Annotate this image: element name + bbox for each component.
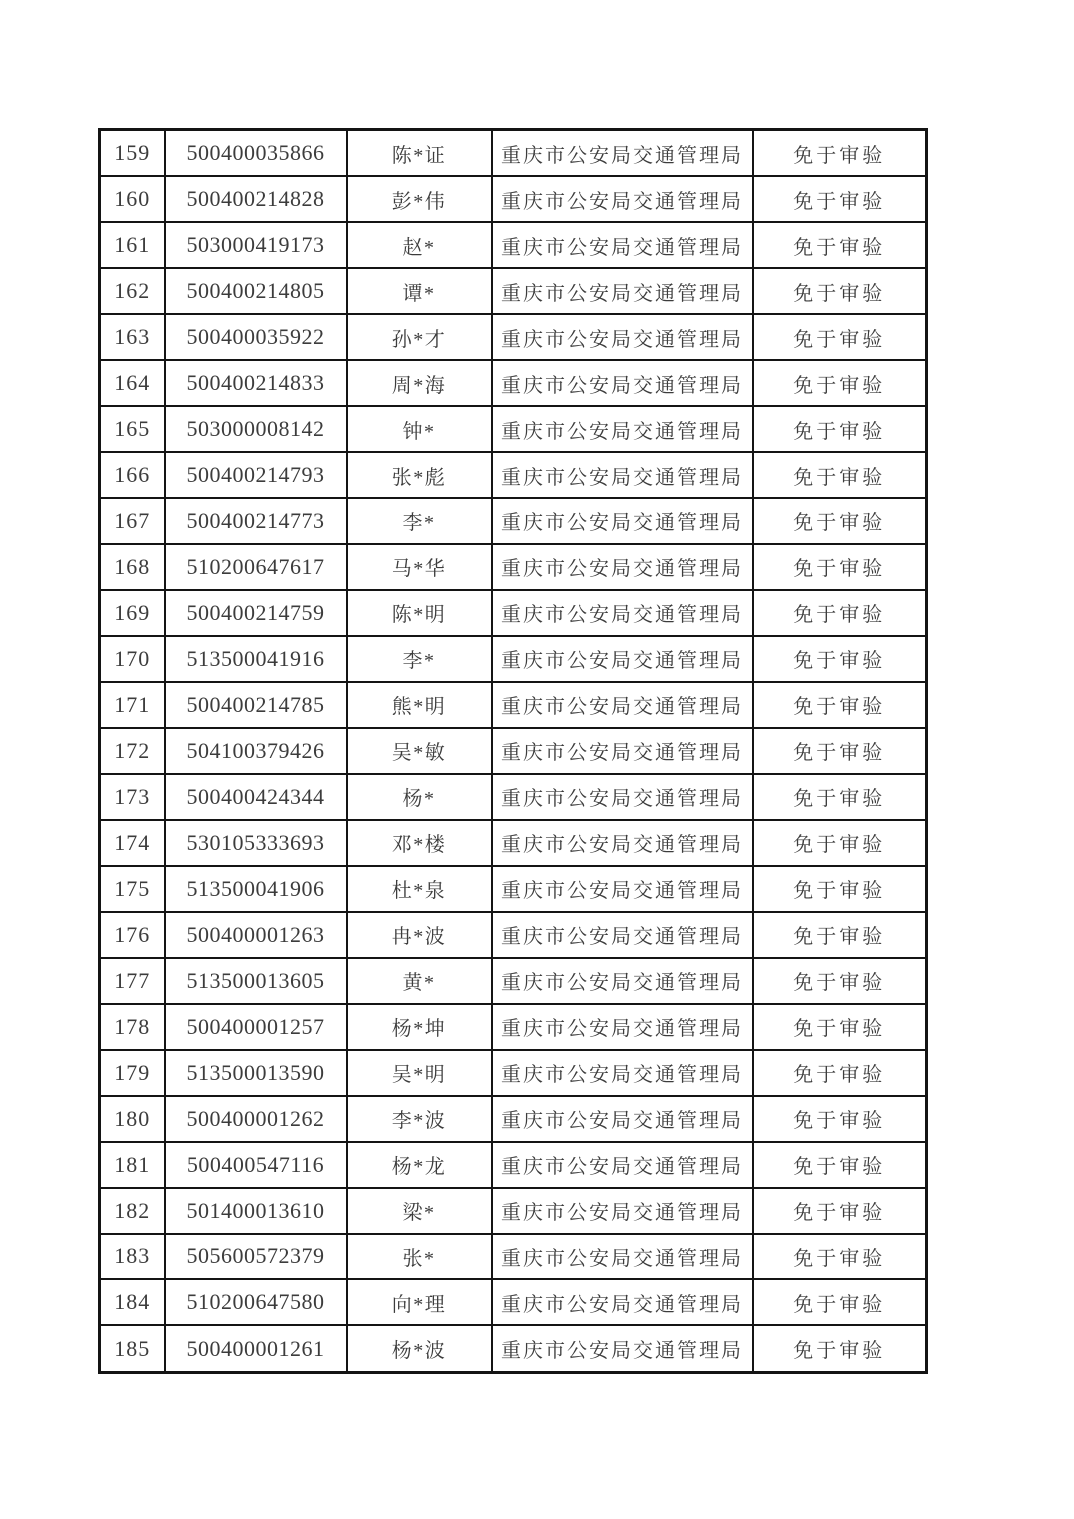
- person-name-cell: 李*: [347, 636, 492, 682]
- issuing-authority-cell: 重庆市公安局交通管理局: [492, 820, 753, 866]
- table-row: [100, 682, 927, 728]
- review-status-cell: 免于审验: [753, 314, 927, 360]
- record-id-cell: 500400001261: [165, 1325, 347, 1372]
- review-status-cell: 免于审验: [753, 1096, 927, 1142]
- table-row: [100, 176, 927, 222]
- table-row: [100, 1325, 927, 1372]
- table-row: [100, 498, 927, 544]
- person-name-cell: 谭*: [347, 268, 492, 314]
- issuing-authority-cell: 重庆市公安局交通管理局: [492, 222, 753, 268]
- person-name-cell: 周*海: [347, 360, 492, 406]
- row-number-cell: 171: [100, 682, 165, 728]
- review-status-cell: 免于审验: [753, 1325, 927, 1372]
- row-number-cell: 161: [100, 222, 165, 268]
- person-name-cell: 张*: [347, 1234, 492, 1280]
- person-name-cell: 陈*证: [347, 130, 492, 177]
- issuing-authority-cell: 重庆市公安局交通管理局: [492, 1234, 753, 1280]
- table-row: [100, 130, 927, 177]
- table-row: [100, 222, 927, 268]
- table-row: [100, 958, 927, 1004]
- record-id-cell: 504100379426: [165, 728, 347, 774]
- record-id-cell: 500400035922: [165, 314, 347, 360]
- row-number-cell: 170: [100, 636, 165, 682]
- row-number-cell: 182: [100, 1188, 165, 1234]
- issuing-authority-cell: 重庆市公安局交通管理局: [492, 314, 753, 360]
- review-status-cell: 免于审验: [753, 820, 927, 866]
- record-id-cell: 500400001262: [165, 1096, 347, 1142]
- review-status-cell: 免于审验: [753, 1142, 927, 1188]
- person-name-cell: 陈*明: [347, 590, 492, 636]
- row-number-cell: 181: [100, 1142, 165, 1188]
- review-status-cell: 免于审验: [753, 452, 927, 498]
- issuing-authority-cell: 重庆市公安局交通管理局: [492, 590, 753, 636]
- record-id-cell: 513500041916: [165, 636, 347, 682]
- review-status-cell: 免于审验: [753, 176, 927, 222]
- record-id-cell: 500400547116: [165, 1142, 347, 1188]
- review-status-cell: 免于审验: [753, 1004, 927, 1050]
- table-row: [100, 1279, 927, 1325]
- issuing-authority-cell: 重庆市公安局交通管理局: [492, 912, 753, 958]
- issuing-authority-cell: 重庆市公安局交通管理局: [492, 544, 753, 590]
- record-id-cell: 500400035866: [165, 130, 347, 177]
- person-name-cell: 李*: [347, 498, 492, 544]
- row-number-cell: 174: [100, 820, 165, 866]
- person-name-cell: 赵*: [347, 222, 492, 268]
- table-row: [100, 1004, 927, 1050]
- review-status-cell: 免于审验: [753, 774, 927, 820]
- table-row: [100, 452, 927, 498]
- issuing-authority-cell: 重庆市公安局交通管理局: [492, 636, 753, 682]
- row-number-cell: 167: [100, 498, 165, 544]
- person-name-cell: 吴*敏: [347, 728, 492, 774]
- row-number-cell: 162: [100, 268, 165, 314]
- row-number-cell: 168: [100, 544, 165, 590]
- records-table: [98, 128, 928, 1374]
- review-status-cell: 免于审验: [753, 544, 927, 590]
- review-status-cell: 免于审验: [753, 728, 927, 774]
- issuing-authority-cell: 重庆市公安局交通管理局: [492, 1142, 753, 1188]
- row-number-cell: 185: [100, 1325, 165, 1372]
- review-status-cell: 免于审验: [753, 268, 927, 314]
- issuing-authority-cell: 重庆市公安局交通管理局: [492, 130, 753, 177]
- row-number-cell: 180: [100, 1096, 165, 1142]
- review-status-cell: 免于审验: [753, 360, 927, 406]
- issuing-authority-cell: 重庆市公安局交通管理局: [492, 682, 753, 728]
- review-status-cell: 免于审验: [753, 1234, 927, 1280]
- records-table-body: [100, 130, 927, 1373]
- person-name-cell: 马*华: [347, 544, 492, 590]
- record-id-cell: 510200647580: [165, 1279, 347, 1325]
- review-status-cell: 免于审验: [753, 406, 927, 452]
- issuing-authority-cell: 重庆市公安局交通管理局: [492, 452, 753, 498]
- person-name-cell: 梁*: [347, 1188, 492, 1234]
- issuing-authority-cell: 重庆市公安局交通管理局: [492, 958, 753, 1004]
- review-status-cell: 免于审验: [753, 636, 927, 682]
- review-status-cell: 免于审验: [753, 682, 927, 728]
- row-number-cell: 178: [100, 1004, 165, 1050]
- row-number-cell: 163: [100, 314, 165, 360]
- review-status-cell: 免于审验: [753, 498, 927, 544]
- person-name-cell: 李*波: [347, 1096, 492, 1142]
- person-name-cell: 杨*龙: [347, 1142, 492, 1188]
- issuing-authority-cell: 重庆市公安局交通管理局: [492, 728, 753, 774]
- issuing-authority-cell: 重庆市公安局交通管理局: [492, 1325, 753, 1372]
- person-name-cell: 熊*明: [347, 682, 492, 728]
- person-name-cell: 张*彪: [347, 452, 492, 498]
- record-id-cell: 500400214785: [165, 682, 347, 728]
- issuing-authority-cell: 重庆市公安局交通管理局: [492, 498, 753, 544]
- table-row: [100, 1142, 927, 1188]
- row-number-cell: 175: [100, 866, 165, 912]
- record-id-cell: 501400013610: [165, 1188, 347, 1234]
- row-number-cell: 165: [100, 406, 165, 452]
- row-number-cell: 164: [100, 360, 165, 406]
- table-row: [100, 1050, 927, 1096]
- issuing-authority-cell: 重庆市公安局交通管理局: [492, 1188, 753, 1234]
- table-row: [100, 314, 927, 360]
- record-id-cell: 500400214805: [165, 268, 347, 314]
- person-name-cell: 黄*: [347, 958, 492, 1004]
- issuing-authority-cell: 重庆市公安局交通管理局: [492, 176, 753, 222]
- person-name-cell: 杨*: [347, 774, 492, 820]
- table-row: [100, 728, 927, 774]
- issuing-authority-cell: 重庆市公安局交通管理局: [492, 360, 753, 406]
- issuing-authority-cell: 重庆市公安局交通管理局: [492, 774, 753, 820]
- record-id-cell: 513500013590: [165, 1050, 347, 1096]
- record-id-cell: 513500041906: [165, 866, 347, 912]
- row-number-cell: 176: [100, 912, 165, 958]
- table-row: [100, 268, 927, 314]
- review-status-cell: 免于审验: [753, 130, 927, 177]
- row-number-cell: 159: [100, 130, 165, 177]
- record-id-cell: 500400214773: [165, 498, 347, 544]
- table-row: [100, 406, 927, 452]
- table-row: [100, 1234, 927, 1280]
- review-status-cell: 免于审验: [753, 958, 927, 1004]
- review-status-cell: 免于审验: [753, 866, 927, 912]
- record-id-cell: 500400214759: [165, 590, 347, 636]
- person-name-cell: 杨*坤: [347, 1004, 492, 1050]
- issuing-authority-cell: 重庆市公安局交通管理局: [492, 1050, 753, 1096]
- review-status-cell: 免于审验: [753, 1279, 927, 1325]
- issuing-authority-cell: 重庆市公安局交通管理局: [492, 1279, 753, 1325]
- record-id-cell: 513500013605: [165, 958, 347, 1004]
- review-status-cell: 免于审验: [753, 912, 927, 958]
- person-name-cell: 冉*波: [347, 912, 492, 958]
- issuing-authority-cell: 重庆市公安局交通管理局: [492, 1004, 753, 1050]
- issuing-authority-cell: 重庆市公安局交通管理局: [492, 406, 753, 452]
- record-id-cell: 500400001257: [165, 1004, 347, 1050]
- issuing-authority-cell: 重庆市公安局交通管理局: [492, 268, 753, 314]
- review-status-cell: 免于审验: [753, 1188, 927, 1234]
- person-name-cell: 向*理: [347, 1279, 492, 1325]
- record-id-cell: 503000419173: [165, 222, 347, 268]
- table-row: [100, 774, 927, 820]
- table-row: [100, 912, 927, 958]
- person-name-cell: 吴*明: [347, 1050, 492, 1096]
- record-id-cell: 510200647617: [165, 544, 347, 590]
- record-id-cell: 500400001263: [165, 912, 347, 958]
- issuing-authority-cell: 重庆市公安局交通管理局: [492, 1096, 753, 1142]
- row-number-cell: 173: [100, 774, 165, 820]
- table-row: [100, 360, 927, 406]
- review-status-cell: 免于审验: [753, 590, 927, 636]
- table-row: [100, 590, 927, 636]
- table-row: [100, 1096, 927, 1142]
- table-row: [100, 544, 927, 590]
- table-row: [100, 1188, 927, 1234]
- review-status-cell: 免于审验: [753, 1050, 927, 1096]
- record-id-cell: 530105333693: [165, 820, 347, 866]
- row-number-cell: 166: [100, 452, 165, 498]
- person-name-cell: 钟*: [347, 406, 492, 452]
- row-number-cell: 184: [100, 1279, 165, 1325]
- row-number-cell: 183: [100, 1234, 165, 1280]
- person-name-cell: 孙*才: [347, 314, 492, 360]
- record-id-cell: 500400214828: [165, 176, 347, 222]
- table-row: [100, 820, 927, 866]
- record-id-cell: 505600572379: [165, 1234, 347, 1280]
- table-row: [100, 636, 927, 682]
- record-id-cell: 503000008142: [165, 406, 347, 452]
- row-number-cell: 177: [100, 958, 165, 1004]
- person-name-cell: 杨*波: [347, 1325, 492, 1372]
- review-status-cell: 免于审验: [753, 222, 927, 268]
- table-row: [100, 866, 927, 912]
- person-name-cell: 杜*泉: [347, 866, 492, 912]
- row-number-cell: 160: [100, 176, 165, 222]
- record-id-cell: 500400214793: [165, 452, 347, 498]
- row-number-cell: 179: [100, 1050, 165, 1096]
- person-name-cell: 邓*楼: [347, 820, 492, 866]
- person-name-cell: 彭*伟: [347, 176, 492, 222]
- record-id-cell: 500400214833: [165, 360, 347, 406]
- record-id-cell: 500400424344: [165, 774, 347, 820]
- issuing-authority-cell: 重庆市公安局交通管理局: [492, 866, 753, 912]
- row-number-cell: 169: [100, 590, 165, 636]
- row-number-cell: 172: [100, 728, 165, 774]
